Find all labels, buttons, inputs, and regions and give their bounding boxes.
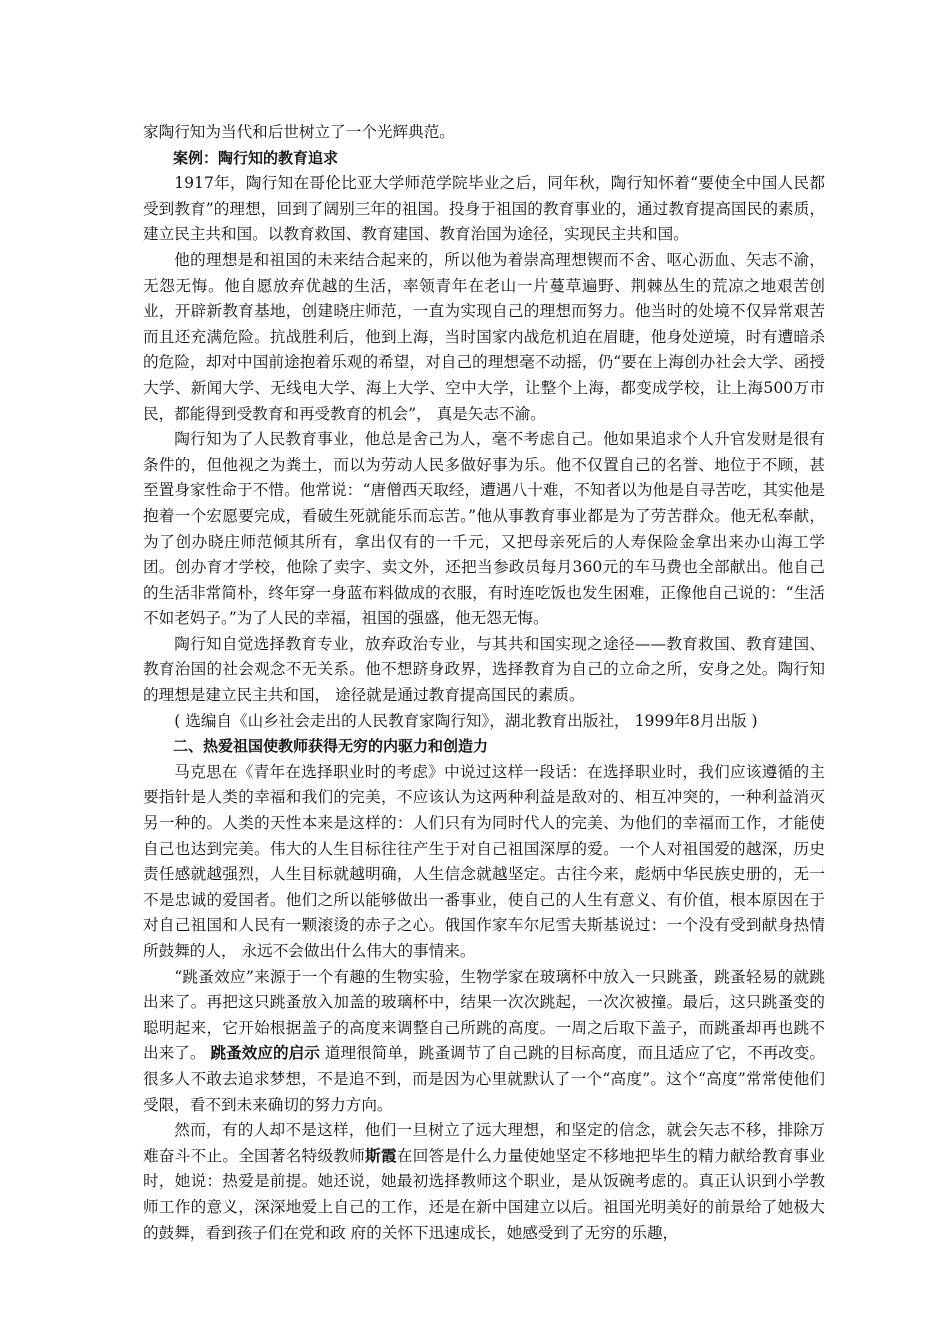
paragraph-ideal: 他的理想是和祖国的未来结合起来的，所以他为着崇高理想锲而不舍、呕心沥血、矢志不渝，无怨无悔。他自愿放弃优越的生活，率领青年在老山一片蔓草遍野、荆棘丛生的荒凉之地艰苦创业，开辟新教育基地，创建晓庄师范，一直为实现自己的理想而努力。他当时的处境不仅异常艰苦而且还充满危险。抗战胜利后，他到上海，当时国家内战危机迫在眉睫，他身处逆境，时有遭暗杀的危险，却对中国前途抱着乐观的希望，对自己的理想毫不动摇，仍“要在上海创办社会大学、函授大学、新闻大学、无线电大学、海上大学、空中大学，让整个上海，都变成学校，让上海500万市民，都能得到受教育和再受教育的机会”， 真是矢志不渝。 <box>143 250 825 423</box>
document-page <box>143 120 825 1246</box>
paragraph-intro-tail: 家陶行知为当代和后世树立了一个光辉典范。 <box>143 123 455 141</box>
case-heading: 案例：陶行知的教育追求 <box>173 148 339 167</box>
flea-effect-text-b: 道理很简单，跳蚤调节了自己跳的目标高度，而且适应了它，不再改变。很多人不敢去追求梦想，不是追不到，而是因为心里就默认了一个“高度”。这个“高度”常常使他们受限，看不到未来确切的努力方向。 <box>143 1044 825 1114</box>
flea-effect-text-a: “跳蚤效应”来源于一个有趣的生物实验，生物学家在玻璃杯中放入一只跳蚤，跳蚤轻易的就跳出来了。再把这只跳蚤放入加盖的玻璃杯中，结果一次次跳起，一次次被撞。最后，这只跳蚤变的聪明起来，它开始根据盖子的高度来调整自己所跳的高度。一周之后取下盖子，而跳蚤却再也跳不出来了。 <box>143 967 825 1063</box>
paragraph-selfless: 陶行知为了人民教育事业，他总是舍己为人，毫不考虑自己。他如果追求个人升官发财是很有条件的，但他视之为粪土，而以为劳动人民多做好事为乐。他不仅置自己的名誉、地位于不顾，甚至置身家性命于不惜。他常说：“唐僧西天取经，遭遇八十难，不知者以为他是自寻苦吃，其实他是抱着一个宏愿要完成，看破生死就能乐而忘苦。”他从事教育事业都是为了劳苦群众。他无私奉献，为了创办晓庄师范倾其所有，拿出仅有的一千元，又把母亲死后的人寿保险金拿出来办山海工学团。创办育才学校，他除了卖字、卖文外，还把当参政员每月360元的车马费也全部献出。他自己的生活非常简朴，终年穿一身蓝布料做成的衣服，有时连吃饭也发生困难，正像他自己说的：“生活不如老妈子。”为了人民的幸福，祖国的强盛，他无怨无悔。 <box>143 430 825 628</box>
paragraph-1917: 1917年，陶行知在哥伦比亚大学师范学院毕业之后，同年秋，陶行知怀着“要使全中国人民都受到教育”的理想，回到了阔别三年的祖国。投身于祖国的教育事业的，通过教育提高国民的素质，建立民主共和国。以教育救国、教育建国、教育治国为途径，实现民主共和国。 <box>143 174 825 244</box>
paragraph-choice: 陶行知自觉选择教育专业，放弃政治专业，与其共和国实现之途径——教育救国、教育建国、教育治国的社会观念不无关系。他不想跻身政界，选择教育为自己的立命之所，安身之处。陶行知的理想是建立民主共和国， 途径就是通过教育提高国民的素质。 <box>143 634 825 705</box>
si-xia-bold-name: 斯霞 <box>365 1146 397 1165</box>
section-heading: 二、热爱祖国使教师获得无穷的内驱力和创造力 <box>173 737 489 756</box>
si-xia-text-b: 在回答是什么力量使她坚定不移地把毕生的精力献给教育事业时，她说：热爱是前提。她还说，她最初选择教师这个职业，是从饭碗考虑的。真正认识到小学教师工作的意义，深深地爱上自己的工作，还是在新中国建立以后。祖国光明美好的前景给了她极大的鼓舞，看到孩子们在党和政 府的关怀下迅速成长，她感受到了无穷的乐趣， <box>143 1146 825 1242</box>
flea-effect-bold: 跳蚤效应的启示 <box>210 1044 320 1063</box>
source-citation: ( 选编自《山乡社会走出的人民教育家陶行知》，湖北教育出版社， 1999年8月出版 ) <box>174 711 758 730</box>
paragraph-flea-effect <box>143 965 825 1119</box>
paragraph-marx: 马克思在《青年在选择职业时的考虑》中说过这样一段话：在选择职业时，我们应该遵循的主要指针是人类的幸福和我们的完美，不应该认为这两种利益是敌对的、相互冲突的，一种利益消灭另一种的。人类的天性本来是这样的：人们只有为同时代人的完美、为他们的幸福而工作，才能使自己也达到完美。伟大的人生目标往往产生于对自己祖国深厚的爱。一个人对祖国爱的越深，历史责任感就越强烈，人生目标就越明确，人生信念就越坚定。古往今来，彪炳中华民族史册的，无一不是忠诚的爱国者。他们之所以能够做出一番事业，使自己的人生有意义、有价值，根本原因在于对自己祖国和人民有一颗滚烫的赤子之心。俄国作家车尔尼雪夫斯基说过：一个没有受到献身热情所鼓舞的人， 永远不会做出什么伟大的事情来。 <box>143 762 825 960</box>
si-xia-text-a: 然而，有的人却不是这样，他们一旦树立了远大理想，和坚定的信念，就会矢志不移，排除万难奋斗不止。全国著名特级教师 <box>143 1121 825 1165</box>
paragraph-si-xia <box>143 1118 825 1246</box>
